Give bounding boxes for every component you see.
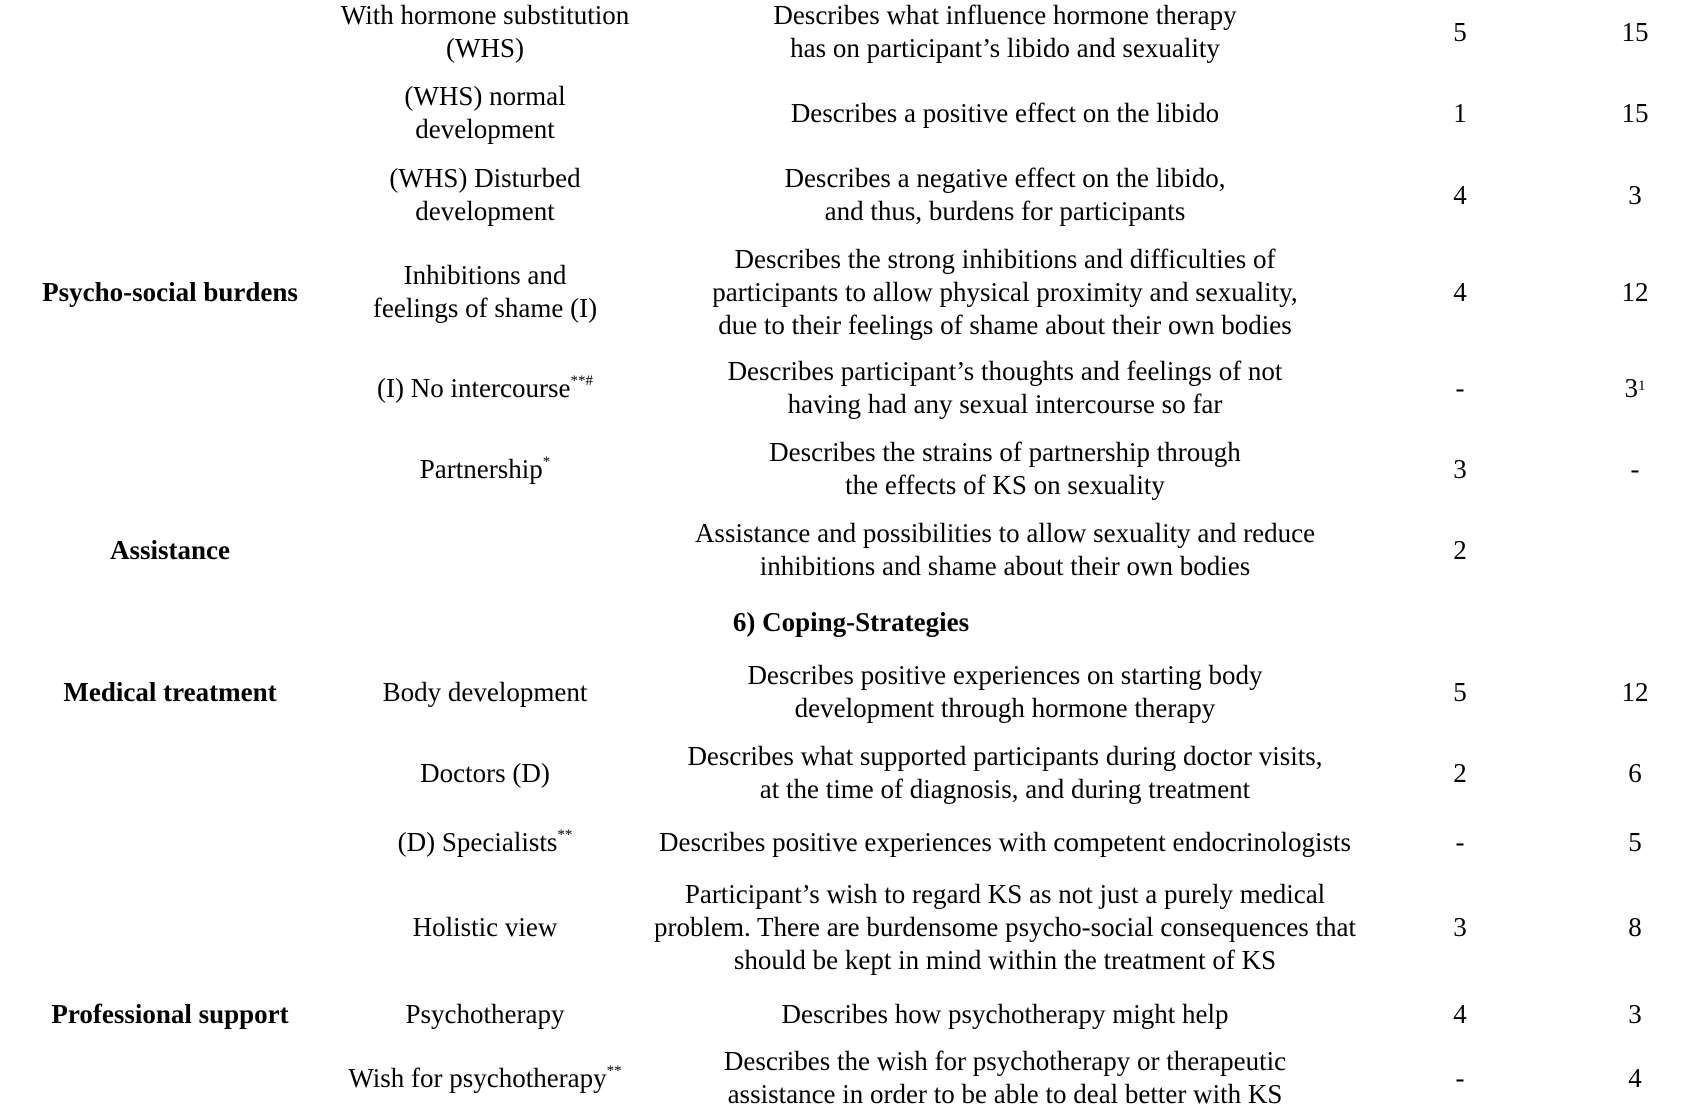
description-cell: Participant’s wish to regard KS as not just a purely medical problem. There are burdensome psycho-social consequences that should be kept in mind within the treatment of KS bbox=[654, 878, 1356, 975]
count-cell-1: 5 bbox=[1453, 676, 1467, 707]
subcategory-cell bbox=[320, 517, 650, 583]
category-cell bbox=[0, 355, 340, 421]
count-cell-1: 2 bbox=[1453, 534, 1467, 565]
table-row bbox=[0, 0, 1702, 64]
count-cell-1: - bbox=[1455, 1062, 1465, 1093]
subcategory-cell: Doctors (D) bbox=[420, 757, 550, 788]
subcategory-cell: (I) No intercourse**# bbox=[377, 372, 593, 403]
description-cell: Describes a negative effect on the libido, and thus, burdens for participants bbox=[784, 163, 1226, 226]
category-cell: Psycho-social burdens bbox=[42, 276, 298, 307]
subcategory-cell: Holistic view bbox=[412, 911, 558, 942]
count-cell-1: 3 bbox=[1453, 911, 1467, 942]
table-row bbox=[0, 996, 1702, 1032]
category-cell bbox=[0, 80, 340, 146]
count-cell-1: 2 bbox=[1453, 757, 1467, 788]
subcategory-cell: Psychotherapy bbox=[405, 998, 565, 1029]
count-cell-2: 3 bbox=[1628, 179, 1642, 210]
table-row bbox=[0, 659, 1702, 725]
count-cell-1: - bbox=[1455, 826, 1465, 857]
description-cell: Describes what supported participants during doctor visits, at the time of diagnosis, and during treatment bbox=[687, 741, 1323, 804]
description-cell: Describes participant’s thoughts and feelings of not having had any sexual intercourse so far bbox=[727, 356, 1283, 419]
category-cell bbox=[0, 824, 340, 860]
footnote-marker: * bbox=[542, 453, 551, 470]
category-cell bbox=[0, 877, 340, 977]
count-cell-2: 3 $^1$ bbox=[1624, 372, 1646, 403]
description-cell: Describes the strains of partnership through the effects of KS on sexuality bbox=[769, 437, 1241, 500]
category-cell bbox=[0, 0, 340, 64]
count-cell-1: 4 bbox=[1453, 998, 1467, 1029]
table-row bbox=[0, 355, 1702, 421]
count-cell-2: 4 bbox=[1628, 1062, 1642, 1093]
description-cell: Describes positive experiences on starting body development through hormone therapy bbox=[747, 660, 1263, 723]
description-cell: Describes the wish for psychotherapy or therapeutic assistance in order to be able to deal better with KS bbox=[723, 1046, 1287, 1109]
category-cell: Professional support bbox=[51, 998, 289, 1029]
count-cell-2: 12 bbox=[1621, 276, 1649, 307]
category-cell bbox=[0, 1045, 340, 1111]
count-cell-2: 15 bbox=[1621, 16, 1649, 47]
footnote-marker: ** bbox=[606, 1062, 622, 1079]
table-row bbox=[0, 824, 1702, 860]
count-cell-2: 15 bbox=[1621, 97, 1649, 128]
count-cell-1: 5 bbox=[1453, 16, 1467, 47]
count-cell-2 bbox=[1585, 517, 1685, 583]
description-cell: Describes what influence hormone therapy has on participant’s libido and sexuality bbox=[773, 0, 1237, 63]
count-cell-1: 4 bbox=[1453, 179, 1467, 210]
count-cell-2: 6 bbox=[1628, 757, 1642, 788]
count-cell-1: 1 bbox=[1453, 97, 1467, 128]
table-row bbox=[0, 162, 1702, 228]
description-cell: Assistance and possibilities to allow sexuality and reduce inhibitions and shame about their own bodies bbox=[694, 518, 1316, 581]
category-cell bbox=[0, 436, 340, 502]
subcategory-cell: (WHS) Disturbed development bbox=[389, 163, 581, 226]
description-cell: Describes how psychotherapy might help bbox=[781, 998, 1229, 1029]
description-cell: Describes positive experiences with competent endocrinologists bbox=[658, 826, 1352, 857]
count-cell-1: - bbox=[1455, 372, 1465, 403]
table-row bbox=[0, 436, 1702, 502]
count-cell-1: 4 bbox=[1453, 276, 1467, 307]
subcategory-cell: With hormone substitution (WHS) bbox=[340, 0, 630, 63]
count-cell-1: 3 bbox=[1453, 453, 1467, 484]
section-title: 6) Coping-Strategies bbox=[732, 606, 970, 637]
category-cell: Assistance bbox=[110, 534, 230, 565]
description-cell: Describes the strong inhibitions and difficulties of participants to allow physical proximity and sexuality, due to their feelings of shame about their own bodies bbox=[712, 243, 1298, 340]
count-cell-2: 8 bbox=[1628, 911, 1642, 942]
subcategory-cell: (WHS) normal development bbox=[404, 81, 566, 144]
table-row bbox=[0, 517, 1702, 583]
description-cell: Describes a positive effect on the libido bbox=[790, 97, 1220, 128]
subcategory-cell: Wish for psychotherapy** bbox=[348, 1062, 622, 1093]
subcategory-cell: Body development bbox=[382, 676, 588, 707]
count-cell-2: - bbox=[1630, 453, 1640, 484]
count-cell-2: 5 bbox=[1628, 826, 1642, 857]
count-cell-2: 3 bbox=[1628, 998, 1642, 1029]
category-cell bbox=[0, 740, 340, 806]
subcategory-cell: Inhibitions and feelings of shame (I) bbox=[372, 260, 598, 323]
subcategory-cell: (D) Specialists** bbox=[397, 826, 573, 857]
table-row bbox=[0, 740, 1702, 806]
table-row bbox=[0, 80, 1702, 146]
subcategory-cell: Partnership* bbox=[419, 453, 551, 484]
category-cell: Medical treatment bbox=[63, 676, 277, 707]
table-row bbox=[0, 1045, 1702, 1111]
count-cell-2: 12 bbox=[1621, 676, 1649, 707]
table-row bbox=[0, 877, 1702, 977]
category-cell bbox=[0, 162, 340, 228]
footnote-marker: ** bbox=[557, 826, 573, 843]
footnote-marker: **# bbox=[570, 372, 593, 389]
table-row bbox=[0, 242, 1702, 342]
